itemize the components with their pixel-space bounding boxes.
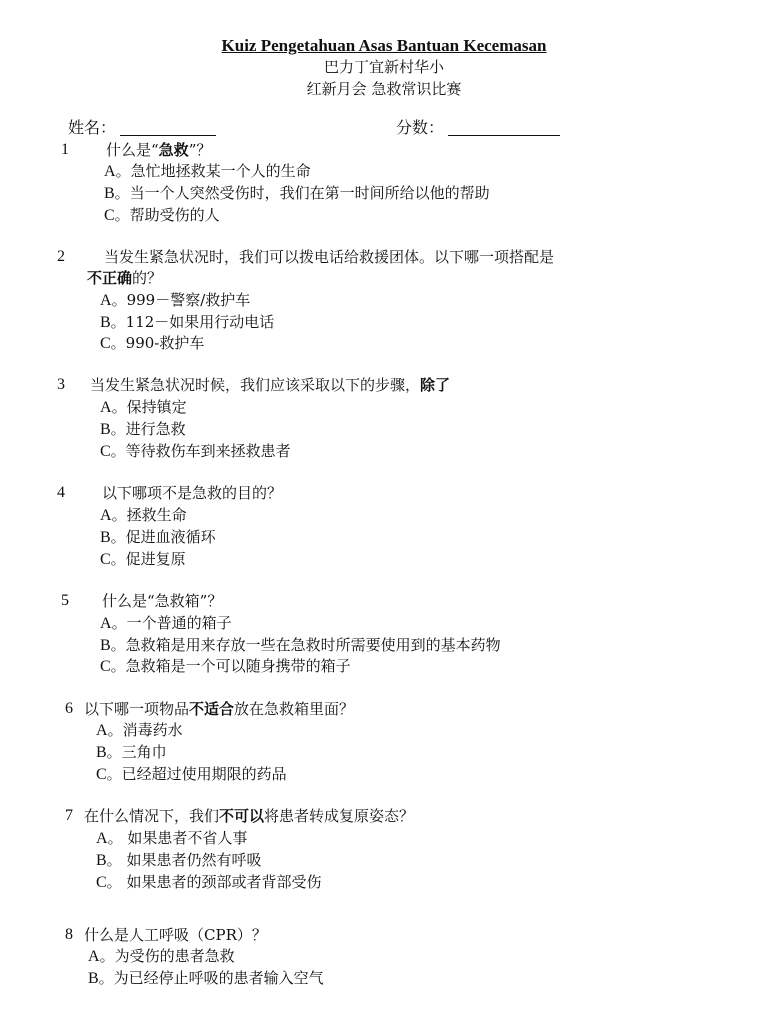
option-c: C。帮助受伤的人 [104,206,220,224]
option-a: A。999－警察/救护车 [100,291,251,309]
option-a: A。为受伤的患者急救 [88,947,235,965]
option-a: A。一个普通的箱子 [100,614,232,632]
question-number: 8 [65,926,73,943]
question-emphasis: 不可以 [219,807,265,825]
score-label: 分数： [396,118,445,137]
question-number: 3 [57,376,65,393]
option-b: B。急救箱是用来存放一些在急救时所需要使用到的基本药物 [100,636,501,654]
score-field [396,118,560,138]
option-b: B。促进血液循环 [100,528,216,546]
option-a: A。保持镇定 [100,398,187,416]
name-blank-line [120,135,216,136]
event-name: 红新月会 急救常识比赛 [306,80,462,98]
page-title: Kuiz Pengetahuan Asas Bantuan Kecemasan [221,36,547,55]
option-c: C。990-救护车 [100,334,205,352]
name-field [68,118,216,138]
question-number: 4 [57,484,65,501]
question-text: 以下哪项不是急救的目的？ [102,484,283,502]
option-b: B。三角巾 [96,743,167,761]
name-label: 姓名： [68,118,117,137]
question-number: 6 [65,700,73,717]
school-name: 巴力丁宜新村华小 [323,58,444,76]
question-number: 5 [61,592,69,609]
question-emphasis: 不正确 [87,269,133,287]
option-c: C。促进复原 [100,550,186,568]
option-b: B。进行急救 [100,420,186,438]
question-text: 什么是人工呼吸（CPR）？ [84,926,267,944]
option-b: B。当一个人突然受伤时，我们在第一时间所给以他的帮助 [104,184,490,202]
option-b: B。 如果患者仍然有呼吸 [96,851,262,869]
option-c: C。急救箱是一个可以随身携带的箱子 [100,657,351,675]
question-emphasis: 急救 [158,141,189,159]
question-text: 当发生紧急状况时候，我们应该采取以下的步骤，除了 [90,376,451,394]
option-b: B。为已经停止呼吸的患者输入空气 [88,969,324,987]
question-number: 2 [57,248,65,265]
option-a: A。拯救生命 [100,506,187,524]
question-number: 1 [61,141,69,158]
question-text: 什么是“急救”？ [106,141,212,159]
question-emphasis: 不适合 [189,700,235,718]
option-a: A。 如果患者不省人事 [96,829,248,847]
score-blank-line [448,135,560,136]
option-b: B。112－如果用行动电话 [100,313,275,331]
question-text: 在什么情况下，我们不可以将患者转成复原姿态？ [84,807,415,825]
question-emphasis: 除了 [420,376,451,394]
option-a: A。急忙地拯救某一个人的生命 [104,162,311,180]
question-text: 当发生紧急状况时，我们可以拨电话给救援团体。以下哪一项搭配是 [104,248,555,266]
question-number: 7 [65,807,73,824]
question-text: 什么是“急救箱”？ [102,592,223,610]
question-text-line2: 不正确的？ [87,269,163,287]
option-a: A。消毒药水 [96,721,183,739]
option-c: C。等待救伤车到来拯救患者 [100,442,291,460]
option-c: C。 如果患者的颈部或者背部受伤 [96,873,322,891]
option-c: C。已经超过使用期限的药品 [96,765,287,783]
question-text: 以下哪一项物品不适合放在急救箱里面？ [84,700,355,718]
